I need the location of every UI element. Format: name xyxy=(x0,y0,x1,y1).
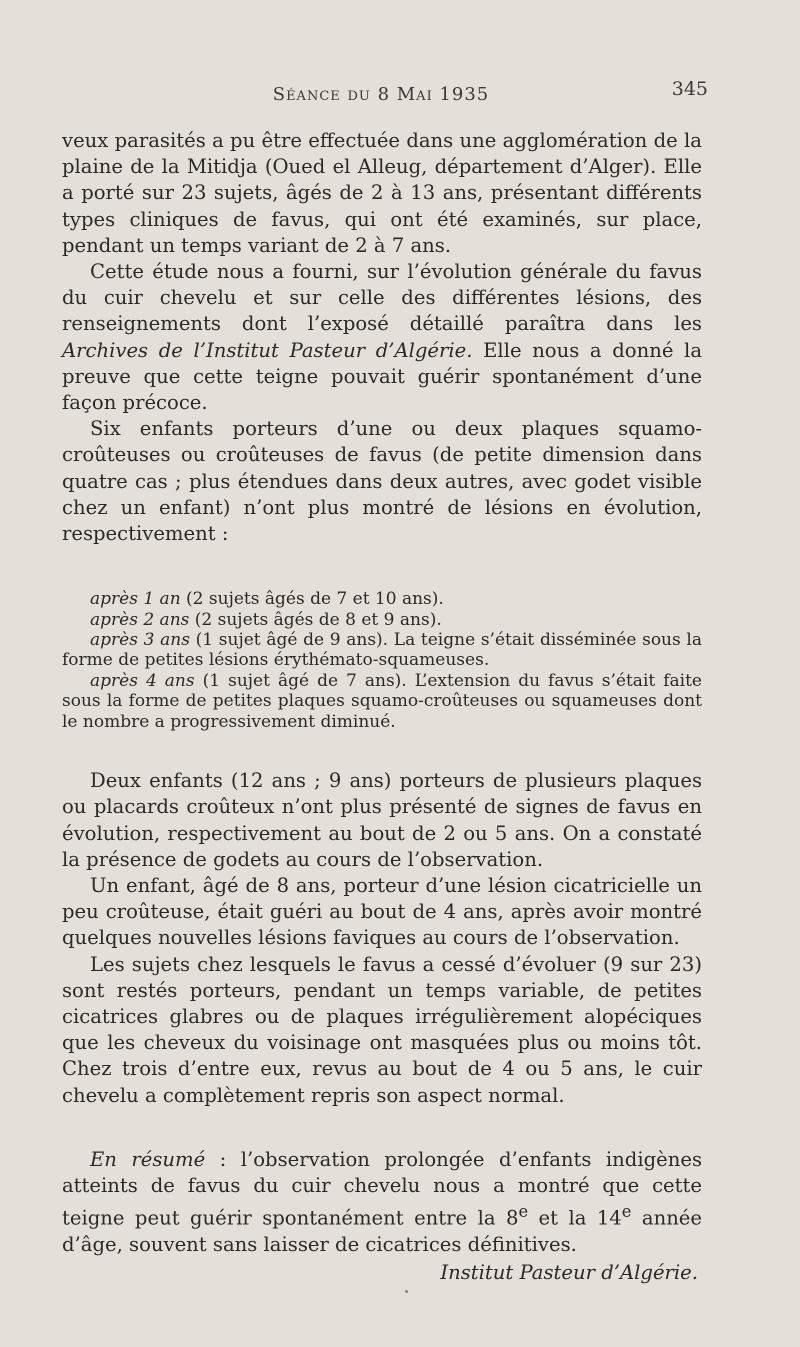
summary-paragraph xyxy=(62,1147,702,1258)
paper-speck xyxy=(405,1290,408,1293)
list-item-text: (1 sujet âgé de 9 ans). La teigne s’était disséminée sous la forme de petites lésions érythémato-squameuses. xyxy=(62,630,702,671)
duration-list xyxy=(62,589,702,732)
list-item xyxy=(62,610,702,630)
running-header xyxy=(62,78,708,114)
summary-label: En résumé xyxy=(90,1147,206,1171)
list-item xyxy=(62,630,702,671)
body-text xyxy=(62,128,702,1286)
paragraph: veux parasités a pu être effectuée dans une agglomération de la plaine de la Mitidja (Oued el Alleug, département d’Alger). Elle a porté sur 23 sujets, âgés de 2 à 13 ans, présentant différents types cliniques de favus, qui ont été examinés, sur place, pendant un temps variant de 2 à 7 ans. xyxy=(62,129,702,257)
page-number: 345 xyxy=(671,78,708,100)
summary-text: : l’observation prolongée d’enfants indigènes atteints de favus du cuir chevelu nous a montré que cette teigne peut guérir spontanément entre la 8 xyxy=(62,1147,702,1230)
summary-text: et la 14 xyxy=(528,1206,622,1230)
journal-title: Archives de l’Institut Pasteur d’Algérie. xyxy=(62,338,473,362)
spacer xyxy=(62,1109,702,1147)
list-item-text: (1 sujet âgé de 7 ans). L’extension du favus s’était faite sous la forme de petites plaques squamo-croûteuses ou squameuses dont le nombre a progressivement diminué. xyxy=(62,670,702,732)
list-item-label: après 1 an xyxy=(90,589,181,610)
spacer xyxy=(62,732,702,768)
paragraph-text: Elle nous a donné la preuve que cette teigne pouvait guérir spontanément d’une façon précoce. xyxy=(62,338,702,415)
list-item-label: après 2 ans xyxy=(90,609,190,630)
ordinal-suffix: e xyxy=(518,1202,529,1222)
list-item-label: après 4 ans xyxy=(90,670,195,691)
paragraph: Les sujets chez lesquels le favus a cessé d’évoluer (9 sur 23) sont restés porteurs, pendant un temps variable, de petites cicatrices glabres ou de plaques irrégulièrement alopéciques que les cheveux du voisinage ont masquées plus ou moins tôt. Chez trois d’entre eux, revus au bout de 4 ou 5 ans, le cuir chevelu a complètement repris son aspect normal. xyxy=(62,952,702,1107)
paragraph: Un enfant, âgé de 8 ans, porteur d’une lésion cicatricielle un peu croûteuse, était guéri au bout de 4 ans, après avoir montré quelques nouvelles lésions faviques au cours de l’observation. xyxy=(62,873,702,950)
paragraph: Six enfants porteurs d’une ou deux plaques squamo-croûteuses ou croûteuses de favus (de petite dimension dans quatre cas ; plus étendues dans deux autres, avec godet visible chez un enfant) n’ont plus montré de lésions en évolution, respectivement : xyxy=(62,417,702,546)
list-item xyxy=(62,589,702,609)
ordinal-suffix: e xyxy=(621,1202,632,1222)
list-item-label: après 3 ans xyxy=(90,630,190,651)
list-item-text: (2 sujets âgés de 7 et 10 ans). xyxy=(180,589,444,610)
paragraph: Deux enfants (12 ans ; 9 ans) porteurs de plusieurs plaques ou placards croûteux n’ont plus présenté de signes de favus en évolution, respectivement au bout de 2 ou 5 ans. On a constaté la présence de godets au cours de l’observation. xyxy=(62,769,702,871)
paragraph-text: Cette étude nous a fourni, sur l’évolution générale du favus du cuir chevelu et sur celle des différentes lésions, des renseignements dont l’exposé détaillé paraîtra dans les xyxy=(62,260,702,336)
list-item xyxy=(62,671,702,732)
signature: Institut Pasteur d’Algérie. xyxy=(440,1261,698,1285)
list-item-text: (2 sujets âgés de 8 et 9 ans). xyxy=(189,609,442,630)
paragraph xyxy=(62,259,702,416)
header-title: Séance du 8 Mai 1935 xyxy=(272,84,490,105)
summary-text: année d’âge, souvent sans laisser de cicatrices définitives. xyxy=(62,1206,703,1256)
